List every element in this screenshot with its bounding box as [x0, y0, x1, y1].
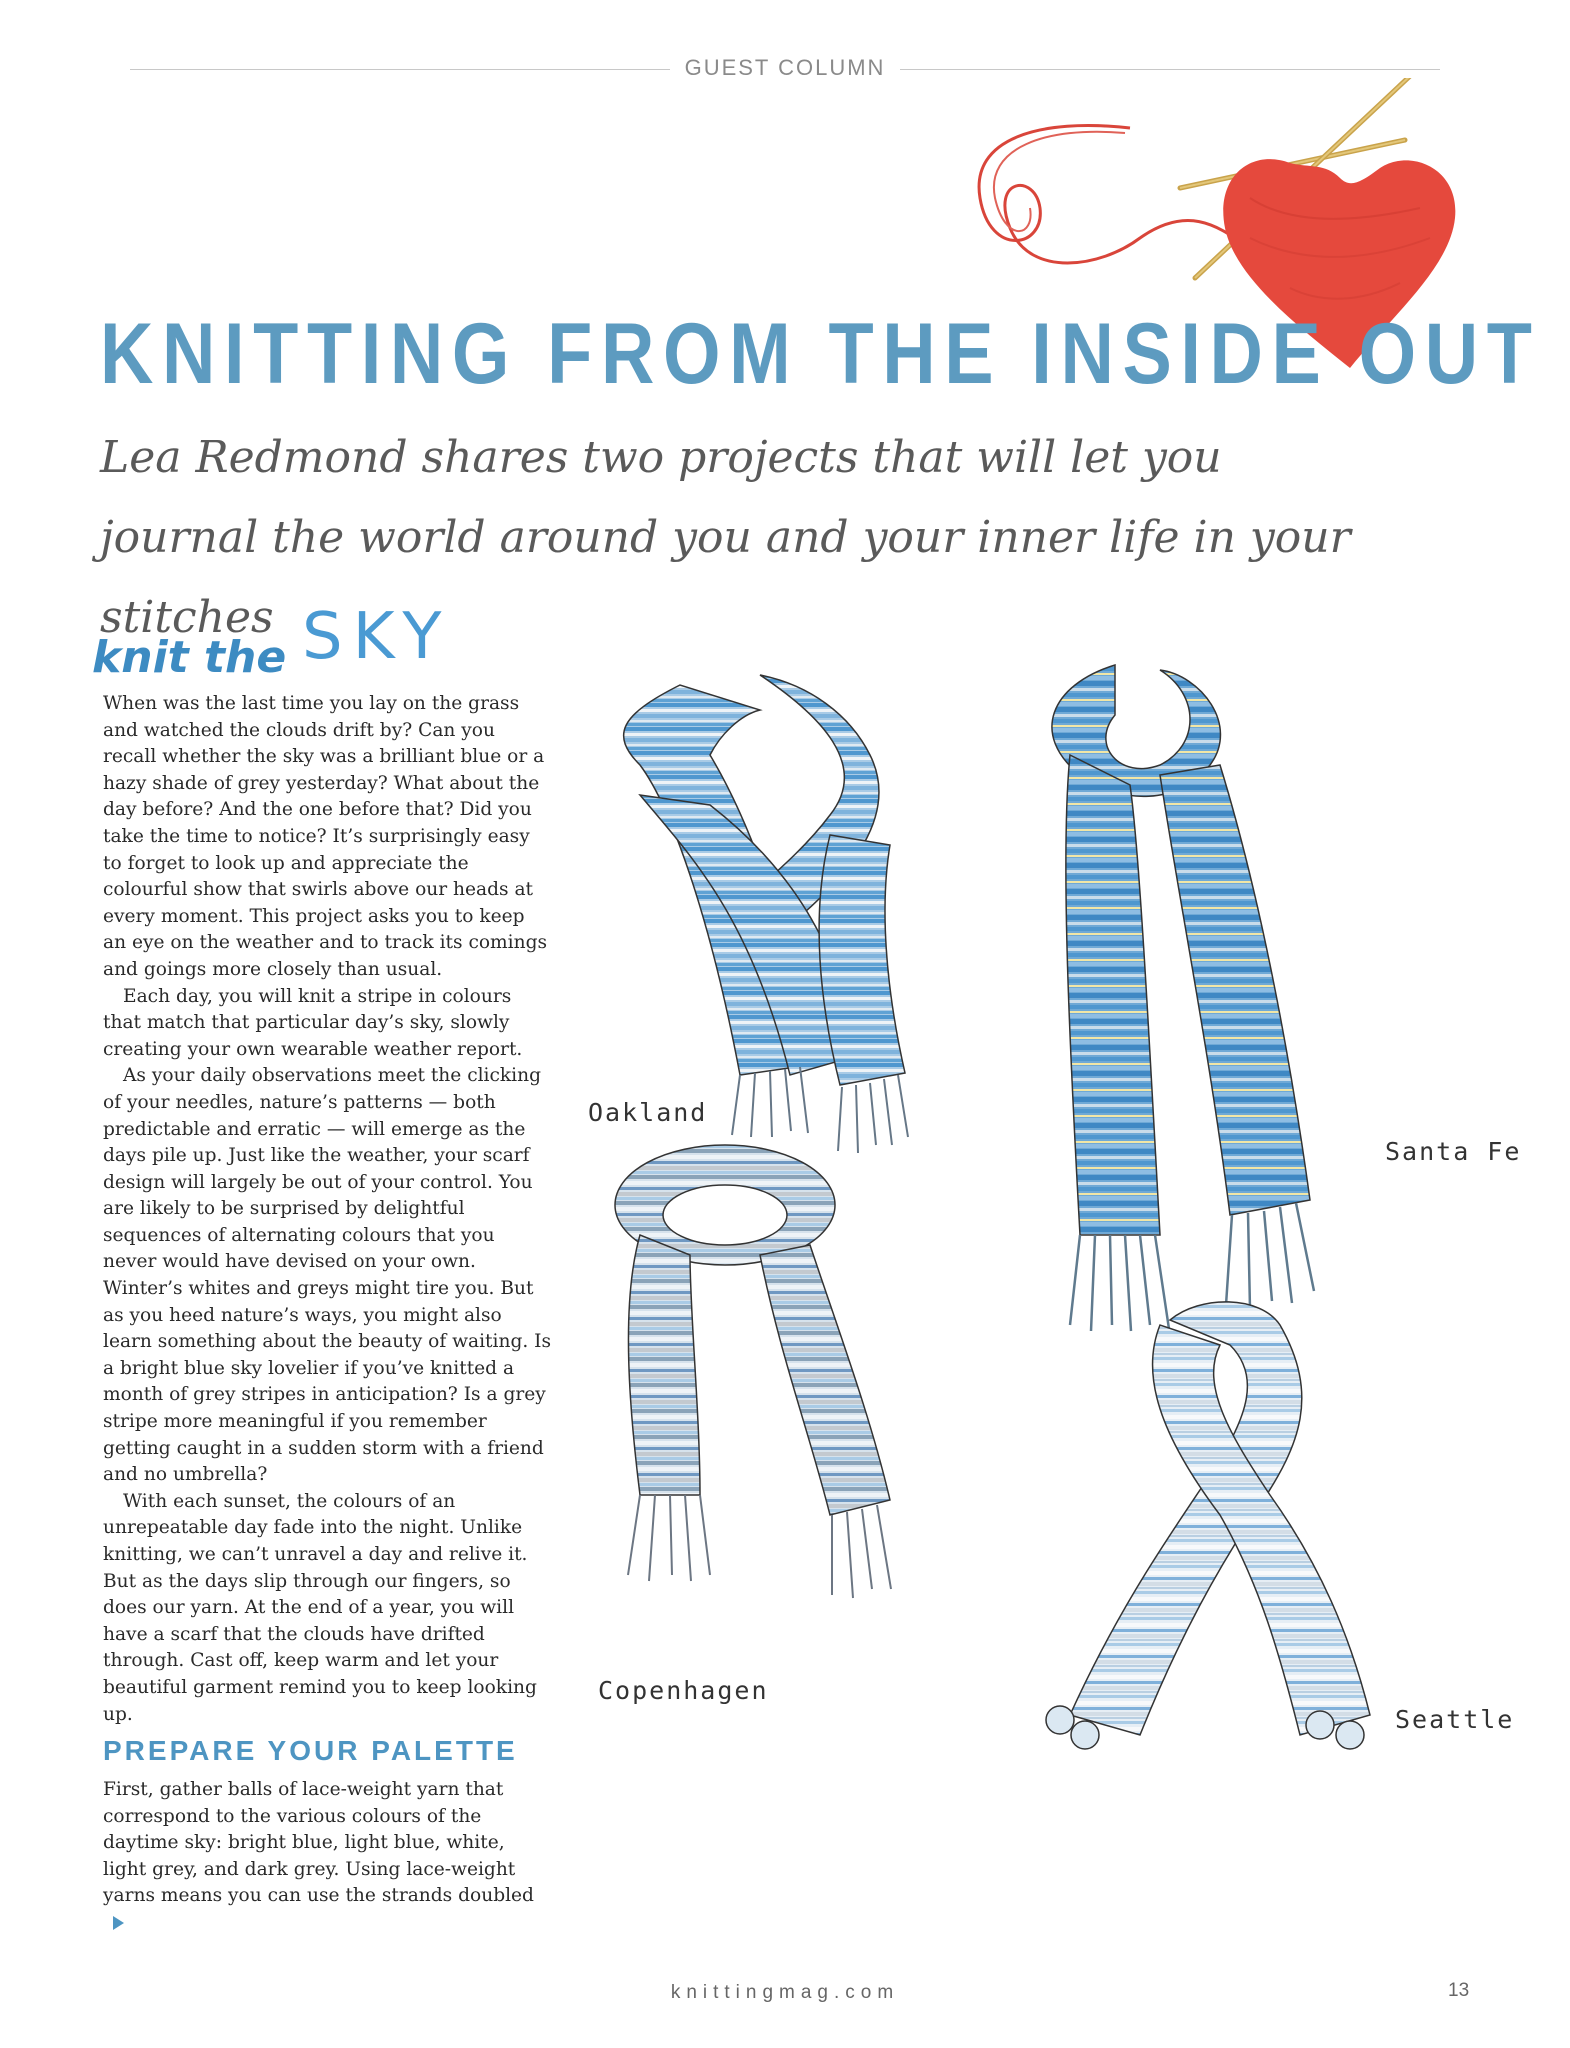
section-heading-prepare-palette: PREPARE YOUR PALETTE: [103, 1735, 518, 1766]
article-title: KNITTING FROM THE INSIDE OUT: [100, 306, 1541, 402]
scarf-santa-fe: [1052, 665, 1314, 1331]
paragraph: With each sunset, the colours of an unrepeatable day fade into the night. Unlike knitting, we can’t unravel a day and relive it. But as the days slip through our fingers, so does our yarn. At the end of a year, you will have a scarf that the clouds have drifted through. Cast off, keep warm and let your beautiful garment remind you to keep looking up.: [103, 1490, 537, 1725]
label-oakland: Oakland: [588, 1098, 708, 1127]
page-number: 13: [1448, 1980, 1470, 2001]
scarf-oakland: [624, 675, 908, 1153]
scarf-seattle: [1046, 1302, 1370, 1749]
continue-arrow-icon: [113, 1916, 124, 1930]
paragraph: As your daily observations meet the clicking of your needles, nature’s patterns — both predictable and erratic — will emerge as the days pile up. Just like the weather, your scarf design will largely be out of your control. You are likely to be surprised by delightful sequences of alternating colours that you never would have devised on your own. Winter’s whites and greys might tire you. But as you heed nature’s ways, you might also learn something about the beauty of waiting. Is a bright blue sky lovelier if you’ve knitted a month of grey stripes in anticipation? Is a grey stripe more meaningful if you remember getting caught in a sudden storm with a friend and no umbrella?: [103, 1065, 552, 1486]
paragraph: First, gather balls of lace-weight yarn that correspond to the various colours of the daytime sky: bright blue, light blue, white, light grey, and dark grey. Using lace-weight yarns means you can use the strands doubled: [103, 1779, 534, 1907]
article-subtitle: Lea Redmond shares two projects that will let you journal the world around you and your inner life in your stitches: [100, 432, 1351, 643]
pompom: [1071, 1721, 1099, 1749]
label-copenhagen: Copenhagen: [598, 1676, 769, 1705]
body-column: [103, 691, 553, 1728]
section-label: GUEST COLUMN: [0, 55, 1570, 81]
palette-text-column: [103, 1777, 553, 1937]
red-yarn-strand: [979, 126, 1250, 263]
paragraph: When was the last time you lay on the grass and watched the clouds drift by? Can you recall whether the sky was a brilliant blue or a hazy shade of grey yesterday? What about the day before? And the one before that? Did you take the time to notice? It’s surprisingly easy to forget to look up and appreciate the colourful show that swirls above our heads at every moment. This project asks you to keep an eye on the weather and to track its comings and goings more closely than usual.: [103, 693, 548, 980]
scarves-illustration: [560, 655, 1440, 1785]
footer-site: knittingmag.com: [670, 1982, 900, 2003]
paragraph: Each day, you will knit a stripe in colours that match that particular day’s sky, slowly creating your own wearable weather report.: [103, 985, 523, 1060]
pompom: [1046, 1706, 1074, 1734]
pompom: [1336, 1721, 1364, 1749]
pompom: [1306, 1711, 1334, 1739]
label-seattle: Seattle: [1395, 1705, 1515, 1734]
label-santa-fe: Santa Fe: [1385, 1137, 1522, 1166]
heading-sky: SKY: [302, 600, 452, 674]
scarf-copenhagen: [615, 1145, 891, 1598]
heading-knit-the: knit the: [92, 632, 287, 683]
